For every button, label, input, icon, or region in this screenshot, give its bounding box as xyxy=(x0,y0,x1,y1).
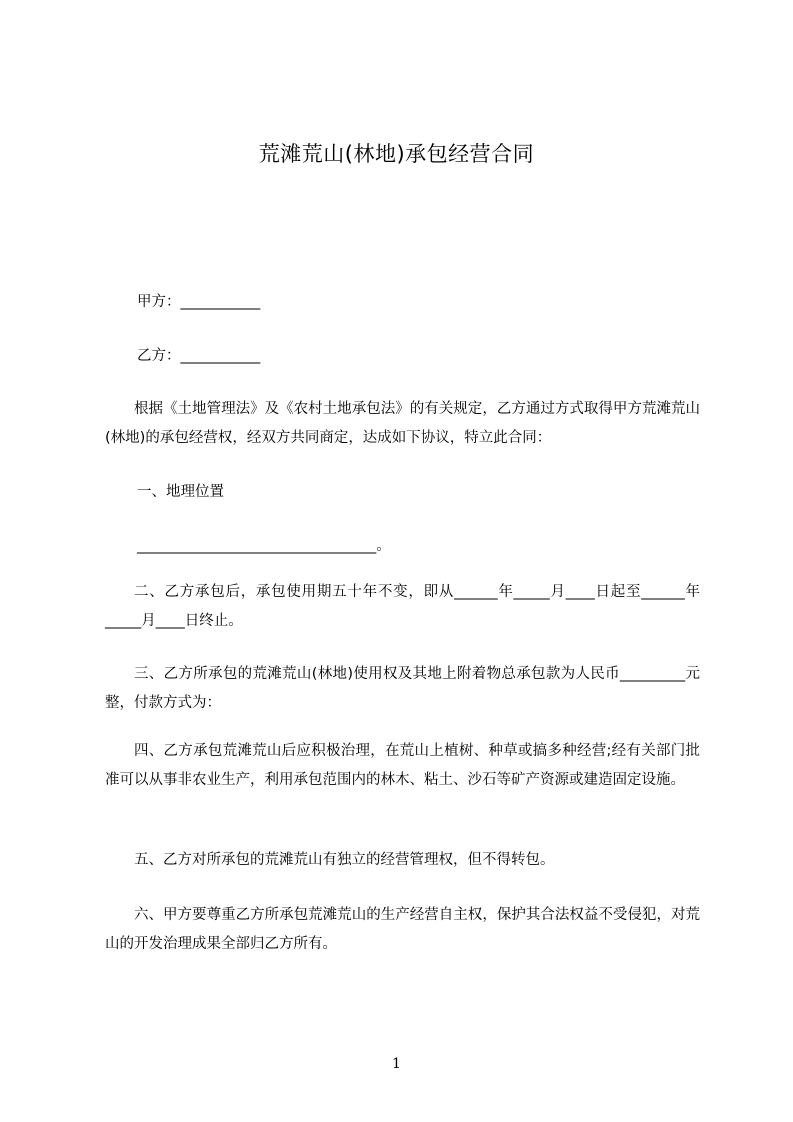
preamble-paragraph: 根据《土地管理法》及《农村土地承包法》的有关规定，乙方通过方式取得甲方荒滩荒山(林地)的承包经营权，经双方共同商定，达成如下协议，特立此合同： xyxy=(105,401,700,446)
clause-3: 三、乙方所承包的荒滩荒山(林地)使用权及其地上附着物总承包款为人民币_________元整，付款方式为： xyxy=(105,666,700,711)
party-b-line: 乙方：___________ xyxy=(137,348,261,364)
section1-heading: 一、地理位置 xyxy=(137,484,224,500)
party-a-line: 甲方：___________ xyxy=(137,294,261,310)
clause-6: 六、甲方要尊重乙方所承包荒滩荒山的生产经营自主权，保护其合法权益不受侵犯，对荒山的开发治理成果全部归乙方所有。 xyxy=(105,907,700,952)
clause-2: 二、乙方承包后，承包使用期五十年不变，即从______年_____月____日起至______年_____月____日终止。 xyxy=(105,584,700,629)
page-number: 1 xyxy=(392,1056,401,1072)
document-title: 荒滩荒山(林地)承包经营合同 xyxy=(258,142,535,166)
section1-blank: _________________________________。 xyxy=(137,538,391,554)
clause-5: 五、乙方对所承包的荒滩荒山有独立的经营管理权，但不得转包。 xyxy=(134,852,555,868)
clause-4: 四、乙方承包荒滩荒山后应积极治理，在荒山上植树、种草或搞多种经营;经有关部门批准可以从事非农业生产，利用承包范围内的林木、粘土、沙石等矿产资源或建造固定设施。 xyxy=(105,743,700,788)
